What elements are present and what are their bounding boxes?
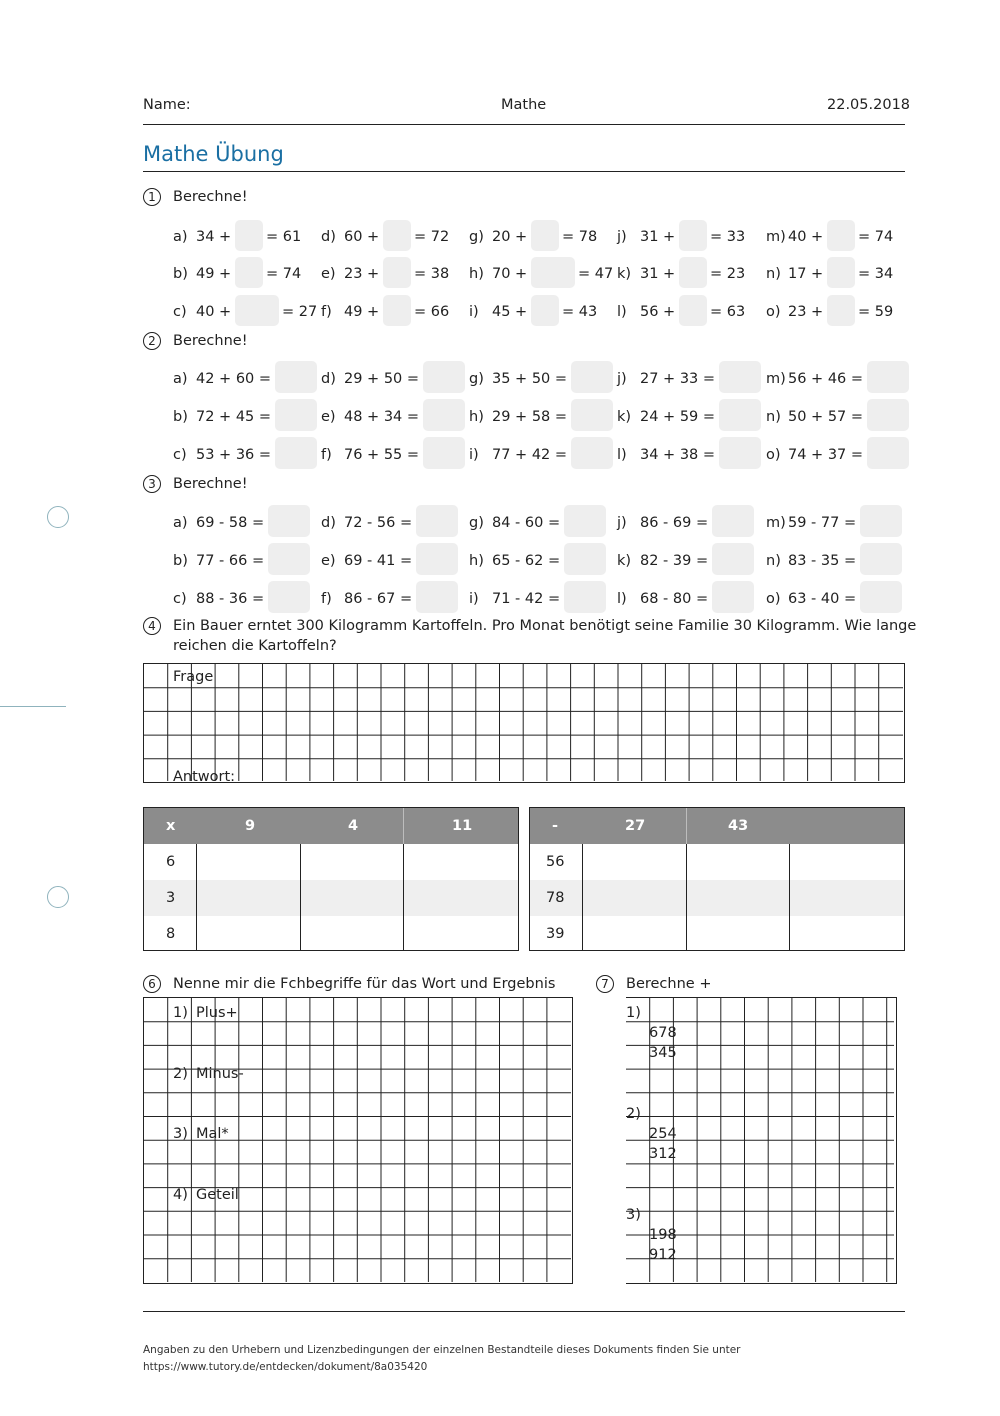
- addition-item-number: 2): [626, 1106, 641, 1122]
- answer-box[interactable]: [719, 399, 761, 431]
- exercise-label: l): [617, 591, 627, 607]
- subtraction-table: [529, 807, 905, 951]
- exercise-expression: 77 - 66 =: [196, 553, 265, 569]
- addition-summand: 198: [649, 1227, 677, 1243]
- header-rule: [143, 124, 905, 125]
- answer-box[interactable]: [867, 361, 909, 393]
- exercise-label: a): [173, 229, 188, 245]
- exercise-label: b): [173, 553, 188, 569]
- exercise-result: = 78: [562, 229, 598, 245]
- answer-box[interactable]: [235, 220, 263, 251]
- answer-box[interactable]: [268, 581, 310, 613]
- table-row-header: 56: [546, 854, 565, 870]
- exercise-label: j): [617, 229, 627, 245]
- multiplication-table: [143, 807, 519, 951]
- answer-box[interactable]: [827, 295, 855, 326]
- term-item-text: Plus+: [196, 1005, 238, 1021]
- exercise-expression: 74 + 37 =: [788, 447, 864, 463]
- exercise-label: d): [321, 229, 336, 245]
- exercise-label: h): [469, 266, 484, 282]
- exercise-expression: 42 + 60 =: [196, 371, 272, 387]
- exercise-label: m): [766, 371, 786, 387]
- answer-box[interactable]: [531, 220, 559, 251]
- answer-box[interactable]: [867, 437, 909, 469]
- table-column-header: 11: [452, 818, 473, 834]
- exercise-label: m): [766, 515, 786, 531]
- term-item-number: 1): [173, 1005, 188, 1021]
- exercise-label: d): [321, 515, 336, 531]
- exercise-expression: 49 +: [344, 304, 380, 320]
- table-row-header: 78: [546, 890, 565, 906]
- exercise-expression: 49 +: [196, 266, 232, 282]
- exercise-expression: 40 +: [788, 229, 824, 245]
- exercise-expression: 65 - 62 =: [492, 553, 561, 569]
- answer-box[interactable]: [712, 543, 754, 575]
- exercise-result: = 23: [710, 266, 746, 282]
- term-item-number: 4): [173, 1187, 188, 1203]
- exercise-expression: 63 - 40 =: [788, 591, 857, 607]
- exercise-label: g): [469, 229, 484, 245]
- exercise-label: i): [469, 447, 479, 463]
- exercise-expression: 23 +: [344, 266, 380, 282]
- exercise-result: = 34: [858, 266, 894, 282]
- table-operator: -: [552, 818, 559, 834]
- exercise-expression: 71 - 42 =: [492, 591, 561, 607]
- answer-box[interactable]: [679, 257, 707, 288]
- exercise-result: = 61: [266, 229, 302, 245]
- exercise-label: c): [173, 591, 187, 607]
- exercise-result: = 47: [578, 266, 614, 282]
- table-row-header: 39: [546, 926, 565, 942]
- exercise-label: o): [766, 591, 781, 607]
- task1-instruction: Berechne!: [173, 189, 248, 205]
- task-number-6: 6: [143, 975, 161, 993]
- exercise-expression: 24 + 59 =: [640, 409, 716, 425]
- addition-summand: 345: [649, 1045, 677, 1061]
- exercise-label: b): [173, 266, 188, 282]
- addition-item-number: 3): [626, 1207, 641, 1223]
- exercise-expression: 17 +: [788, 266, 824, 282]
- exercise-result: = 27: [282, 304, 318, 320]
- exercise-label: i): [469, 304, 479, 320]
- answer-box[interactable]: [564, 505, 606, 537]
- exercise-expression: 68 - 80 =: [640, 591, 709, 607]
- exercise-label: b): [173, 409, 188, 425]
- exercise-expression: 34 + 38 =: [640, 447, 716, 463]
- subject-label: Mathe: [501, 97, 547, 113]
- exercise-expression: 56 +: [640, 304, 676, 320]
- task2-instruction: Berechne!: [173, 333, 248, 349]
- answer-cell[interactable]: [790, 845, 904, 951]
- exercise-expression: 76 + 55 =: [344, 447, 420, 463]
- answer-box[interactable]: [235, 295, 279, 326]
- exercise-label: m): [766, 229, 786, 245]
- footer-rule: [143, 1311, 905, 1312]
- exercise-expression: 72 - 56 =: [344, 515, 413, 531]
- question-label: Frage: [173, 669, 214, 685]
- answer-box[interactable]: [423, 437, 465, 469]
- term-item-text: Mal*: [196, 1126, 229, 1142]
- table-column-header: 9: [245, 818, 256, 834]
- exercise-label: i): [469, 591, 479, 607]
- exercise-label: h): [469, 553, 484, 569]
- exercise-label: j): [617, 371, 627, 387]
- exercise-label: k): [617, 409, 632, 425]
- exercise-expression: 50 + 57 =: [788, 409, 864, 425]
- name-label: Name:: [143, 97, 191, 113]
- exercise-expression: 69 - 58 =: [196, 515, 265, 531]
- exercise-result: = 66: [414, 304, 450, 320]
- table-row-header: 3: [166, 890, 176, 906]
- exercise-expression: 86 - 67 =: [344, 591, 413, 607]
- table-header-row: [530, 808, 904, 844]
- term-item-text: Geteil: [196, 1187, 239, 1203]
- exercise-expression: 70 +: [492, 266, 528, 282]
- exercise-expression: 20 +: [492, 229, 528, 245]
- exercise-label: o): [766, 447, 781, 463]
- exercise-expression: 29 + 50 =: [344, 371, 420, 387]
- task-number-7: 7: [596, 975, 614, 993]
- table-column-header: 43: [728, 818, 749, 834]
- task-number-2: 2: [143, 332, 161, 350]
- answer-box[interactable]: [268, 543, 310, 575]
- exercise-expression: 83 - 35 =: [788, 553, 857, 569]
- exercise-expression: 27 + 33 =: [640, 371, 716, 387]
- exercise-label: a): [173, 515, 188, 531]
- term-item-number: 3): [173, 1126, 188, 1142]
- exercise-expression: 82 - 39 =: [640, 553, 709, 569]
- exercise-label: f): [321, 591, 332, 607]
- table-divider: [403, 808, 404, 844]
- exercise-result: = 38: [414, 266, 450, 282]
- answer-box[interactable]: [712, 581, 754, 613]
- exercise-label: j): [617, 515, 627, 531]
- exercise-label: e): [321, 553, 336, 569]
- exercise-expression: 35 + 50 =: [492, 371, 568, 387]
- exercise-expression: 60 +: [344, 229, 380, 245]
- exercise-label: c): [173, 447, 187, 463]
- exercise-label: k): [617, 266, 632, 282]
- term-item-number: 2): [173, 1066, 188, 1082]
- exercise-result: = 74: [266, 266, 302, 282]
- answer-box[interactable]: [268, 505, 310, 537]
- answer-box[interactable]: [275, 399, 317, 431]
- exercise-result: = 33: [710, 229, 746, 245]
- page-title: Mathe Übung: [143, 142, 284, 166]
- answer-box[interactable]: [275, 361, 317, 393]
- answer-box[interactable]: [423, 361, 465, 393]
- answer-box[interactable]: [531, 295, 559, 326]
- answer-box[interactable]: [571, 437, 613, 469]
- footer-license-text: Angaben zu den Urhebern und Lizenzbedingungen der einzelnen Bestandteile dieses Dokuments finden Sie unter: [143, 1344, 741, 1356]
- answer-box[interactable]: [860, 543, 902, 575]
- answer-box[interactable]: [531, 257, 575, 288]
- exercise-expression: 53 + 36 =: [196, 447, 272, 463]
- exercise-expression: 31 +: [640, 266, 676, 282]
- task4-answer-grid[interactable]: [143, 663, 905, 783]
- answer-box[interactable]: [679, 295, 707, 326]
- exercise-label: a): [173, 371, 188, 387]
- answer-box[interactable]: [860, 505, 902, 537]
- task3-instruction: Berechne!: [173, 476, 248, 492]
- answer-box[interactable]: [235, 257, 263, 288]
- exercise-label: g): [469, 371, 484, 387]
- exercise-result: = 63: [710, 304, 746, 320]
- exercise-expression: 69 - 41 =: [344, 553, 413, 569]
- fold-mark: [0, 706, 66, 707]
- answer-label: Antwort:: [173, 769, 236, 785]
- exercise-label: o): [766, 304, 781, 320]
- exercise-expression: 40 +: [196, 304, 232, 320]
- exercise-label: l): [617, 447, 627, 463]
- answer-box[interactable]: [867, 399, 909, 431]
- term-item-text: Minus-: [196, 1066, 244, 1082]
- exercise-result: = 59: [858, 304, 894, 320]
- answer-box[interactable]: [275, 437, 317, 469]
- exercise-expression: 31 +: [640, 229, 676, 245]
- exercise-expression: 34 +: [196, 229, 232, 245]
- answer-box[interactable]: [416, 505, 458, 537]
- answer-box[interactable]: [383, 295, 411, 326]
- table-row-header: 8: [166, 926, 176, 942]
- table-row-header: 6: [166, 854, 176, 870]
- exercise-expression: 84 - 60 =: [492, 515, 561, 531]
- exercise-label: h): [469, 409, 484, 425]
- answer-box[interactable]: [416, 581, 458, 613]
- exercise-expression: 88 - 36 =: [196, 591, 265, 607]
- exercise-label: l): [617, 304, 627, 320]
- answer-box[interactable]: [719, 437, 761, 469]
- exercise-label: n): [766, 409, 781, 425]
- answer-cell[interactable]: [301, 845, 402, 951]
- answer-cell[interactable]: [687, 845, 788, 951]
- answer-box[interactable]: [827, 257, 855, 288]
- task-number-1: 1: [143, 188, 161, 206]
- punch-hole-mark: [47, 506, 69, 528]
- table-column-header: 27: [625, 818, 646, 834]
- exercise-expression: 45 +: [492, 304, 528, 320]
- table-column-header: 4: [348, 818, 359, 834]
- exercise-label: n): [766, 553, 781, 569]
- exercise-expression: 23 +: [788, 304, 824, 320]
- answer-cell[interactable]: [404, 845, 518, 951]
- task-number-4: 4: [143, 617, 161, 635]
- exercise-label: e): [321, 266, 336, 282]
- addition-summand: 312: [649, 1146, 677, 1162]
- answer-box[interactable]: [712, 505, 754, 537]
- answer-box[interactable]: [571, 399, 613, 431]
- exercise-result: = 74: [858, 229, 894, 245]
- exercise-expression: 29 + 58 =: [492, 409, 568, 425]
- answer-box[interactable]: [827, 220, 855, 251]
- addition-summand: 254: [649, 1126, 677, 1142]
- exercise-result: = 43: [562, 304, 598, 320]
- task7-instruction: Berechne +: [626, 976, 712, 992]
- exercise-label: f): [321, 304, 332, 320]
- addition-summand: 678: [649, 1025, 677, 1041]
- exercise-label: c): [173, 304, 187, 320]
- answer-box[interactable]: [383, 220, 411, 251]
- answer-box[interactable]: [719, 361, 761, 393]
- exercise-label: e): [321, 409, 336, 425]
- answer-box[interactable]: [416, 543, 458, 575]
- task4-text-line2: reichen die Kartoffeln?: [173, 638, 337, 654]
- exercise-expression: 48 + 34 =: [344, 409, 420, 425]
- punch-hole-mark: [47, 886, 69, 908]
- addition-summand: 912: [649, 1247, 677, 1263]
- answer-box[interactable]: [383, 257, 411, 288]
- task6-instruction: Nenne mir die Fchbegriffe für das Wort und Ergebnis: [173, 976, 556, 992]
- date-label: 22.05.2018: [827, 97, 911, 113]
- exercise-expression: 77 + 42 =: [492, 447, 568, 463]
- addition-item-number: 1): [626, 1005, 641, 1021]
- answer-box[interactable]: [564, 543, 606, 575]
- answer-box[interactable]: [564, 581, 606, 613]
- exercise-label: k): [617, 553, 632, 569]
- answer-box[interactable]: [860, 581, 902, 613]
- exercise-label: d): [321, 371, 336, 387]
- answer-box[interactable]: [571, 361, 613, 393]
- task4-text-line1: Ein Bauer erntet 300 Kilogramm Kartoffeln. Pro Monat benötigt seine Familie 30 Kilogramm. Wie lange: [173, 618, 917, 634]
- answer-box[interactable]: [423, 399, 465, 431]
- table-divider: [686, 808, 687, 844]
- exercise-label: f): [321, 447, 332, 463]
- answer-cell[interactable]: [583, 845, 685, 951]
- exercise-label: g): [469, 515, 484, 531]
- answer-box[interactable]: [679, 220, 707, 251]
- exercise-expression: 86 - 69 =: [640, 515, 709, 531]
- exercise-label: n): [766, 266, 781, 282]
- title-rule: [143, 171, 905, 172]
- exercise-expression: 56 + 46 =: [788, 371, 864, 387]
- exercise-result: = 72: [414, 229, 450, 245]
- footer-url[interactable]: https://www.tutory.de/entdecken/dokument/8a035420: [143, 1361, 428, 1373]
- exercise-expression: 72 + 45 =: [196, 409, 272, 425]
- exercise-expression: 59 - 77 =: [788, 515, 857, 531]
- answer-cell[interactable]: [197, 845, 299, 951]
- task-number-3: 3: [143, 475, 161, 493]
- table-operator: x: [166, 818, 176, 834]
